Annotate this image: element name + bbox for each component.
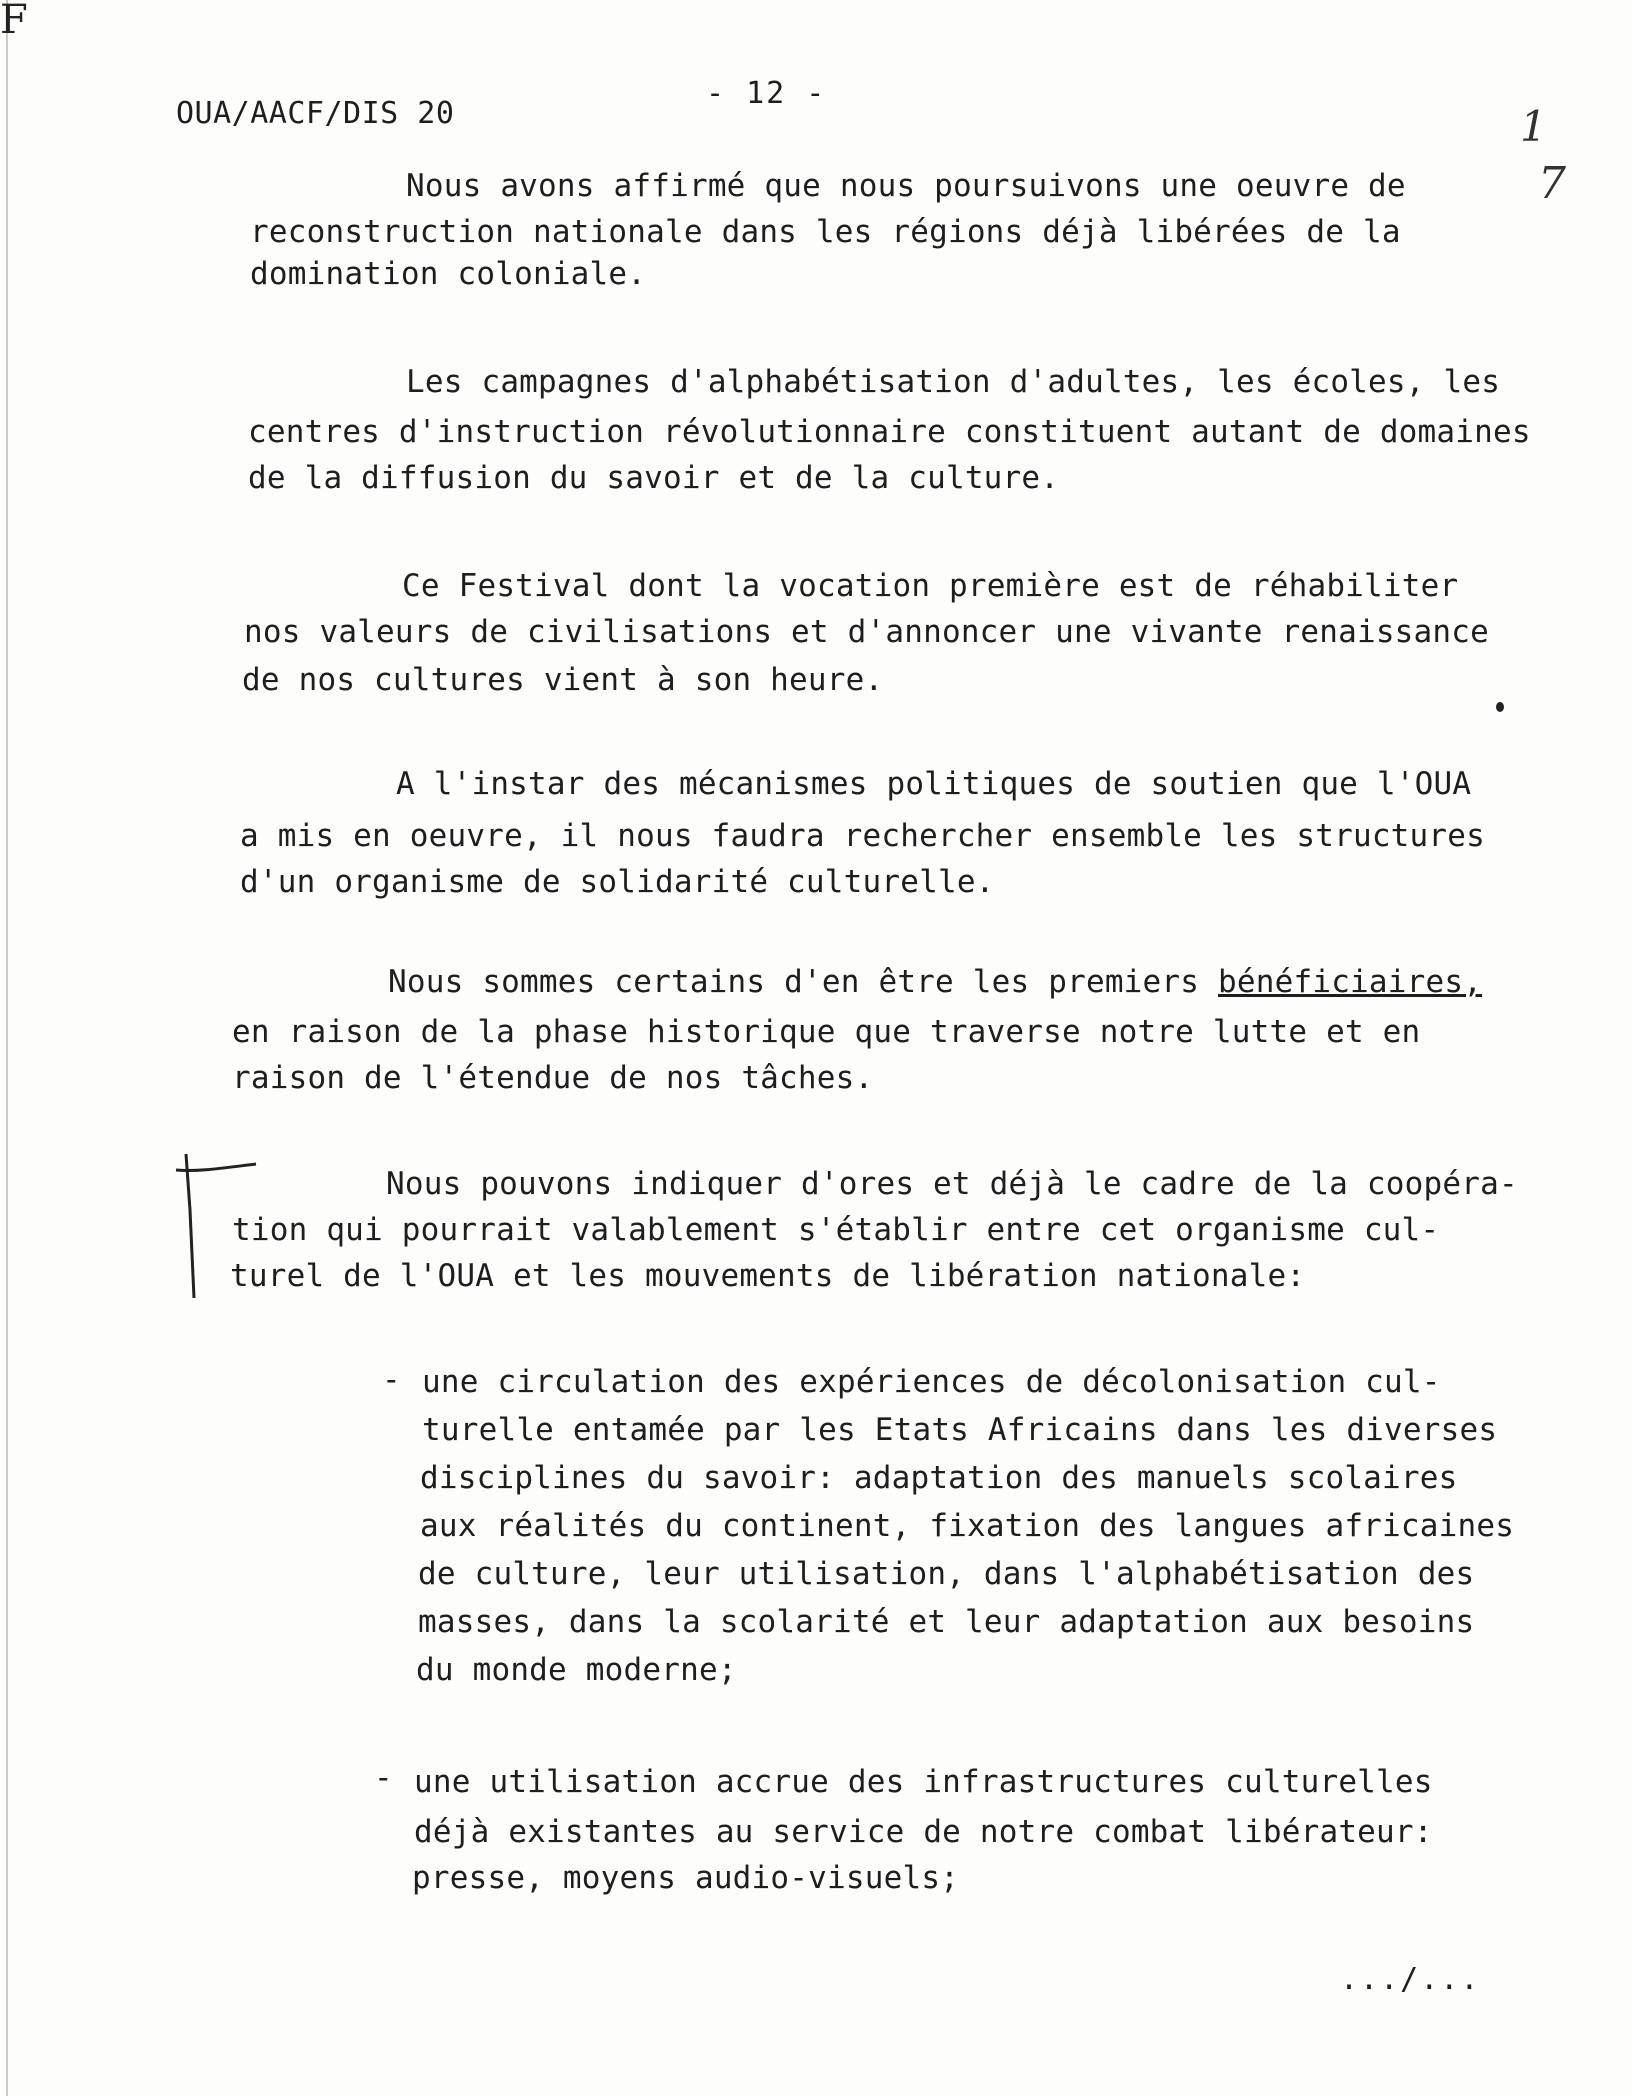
scan-edge-line [6, 0, 8, 2096]
paragraph-line: Les campagnes d'alphabétisation d'adultes, les écoles, les [406, 364, 1501, 400]
bullet-line: une utilisation accrue des infrastructures culturelles [414, 1764, 1433, 1800]
bullet-line: aux réalités du continent, fixation des langues africaines [420, 1508, 1515, 1544]
bullet-line: turelle entamée par les Etats Africains dans les diverses [422, 1412, 1498, 1448]
paragraph-line: d'un organisme de solidarité culturelle. [240, 864, 995, 900]
bullet-dash: - [382, 1362, 401, 1398]
paragraph-line: A l'instar des mécanismes politiques de soutien que l'OUA [396, 766, 1472, 802]
paragraph-line: Nous pouvons indiquer d'ores et déjà le cadre de la coopéra- [386, 1166, 1518, 1202]
paragraph-line: raison de l'étendue de nos tâches. [232, 1060, 874, 1096]
paragraph-line: Nous avons affirmé que nous poursuivons une oeuvre de [406, 168, 1406, 204]
bullet-line: du monde moderne; [416, 1652, 737, 1688]
paragraph-line: Ce Festival dont la vocation première est de réhabiliter [402, 568, 1459, 604]
bullet-line: une circulation des expériences de décolonisation cul- [422, 1364, 1441, 1400]
paragraph-line: tion qui pourrait valablement s'établir entre cet organisme cul- [232, 1212, 1440, 1248]
paragraph-line: de la diffusion du savoir et de la culture. [248, 460, 1060, 496]
document-reference: OUA/AACF/DIS 20 [176, 96, 455, 131]
continuation-mark: .../... [1340, 1962, 1481, 1997]
bullet-line: déjà existantes au service de notre combat libérateur: [414, 1814, 1433, 1850]
paragraph-line: turel de l'OUA et les mouvements de libération nationale: [230, 1258, 1306, 1294]
ink-dot [1496, 702, 1504, 712]
paragraph-line: a mis en oeuvre, il nous faudra rechercher ensemble les structures [240, 818, 1485, 854]
underlined-word: bénéficiaires, [1218, 964, 1483, 1000]
paragraph-line: reconstruction nationale dans les régions déjà libérées de la [250, 214, 1401, 250]
paragraph-line: centres d'instruction révolutionnaire constituent autant de domaines [248, 414, 1531, 450]
paragraph-line: en raison de la phase historique que traverse notre lutte et en [232, 1014, 1421, 1050]
paragraph-line-text: Nous sommes certains d'en être les premiers [388, 964, 1200, 1000]
page-number: - 12 - [706, 76, 827, 111]
handwritten-annotation: 1 [1520, 102, 1547, 151]
corner-mark: F [0, 0, 28, 43]
paragraph-line: nos valeurs de civilisations et d'annoncer une vivante renaissance [244, 614, 1489, 650]
paragraph-line [388, 962, 1482, 1002]
bullet-dash: - [374, 1760, 393, 1796]
bullet-line: de culture, leur utilisation, dans l'alphabétisation des [418, 1556, 1475, 1592]
bullet-line: presse, moyens audio-visuels; [412, 1860, 960, 1896]
bullet-line: masses, dans la scolarité et leur adaptation aux besoins [418, 1604, 1475, 1640]
handwritten-annotation: 7 [1538, 158, 1566, 209]
bullet-line: disciplines du savoir: adaptation des manuels scolaires [420, 1460, 1458, 1496]
paragraph-line: domination coloniale. [250, 256, 647, 292]
paragraph-line: de nos cultures vient à son heure. [242, 662, 884, 698]
